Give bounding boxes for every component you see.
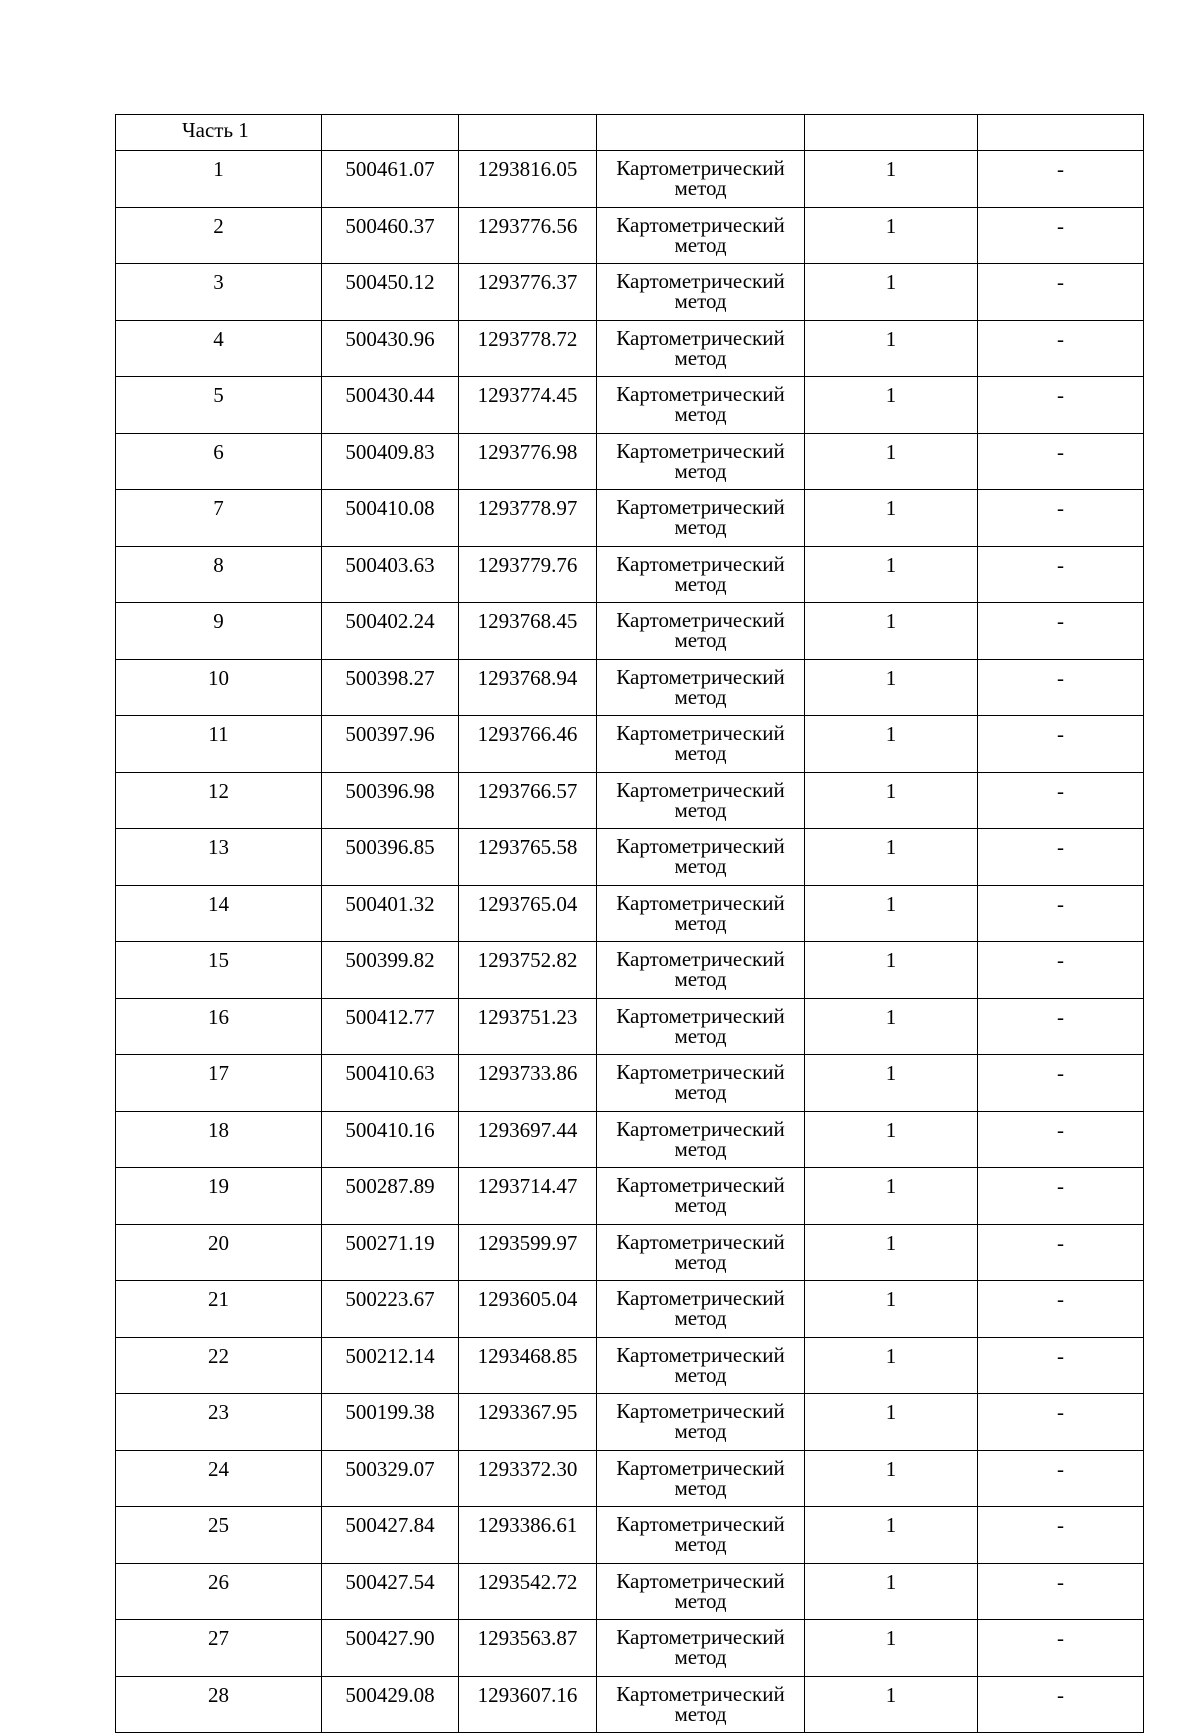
table-row — [116, 1337, 1144, 1394]
method-cell — [597, 772, 805, 829]
coord-y: 1293372.30 — [459, 1450, 597, 1507]
method-text-line2: метод — [674, 458, 727, 483]
table-row — [116, 490, 1144, 547]
note-value: - — [978, 1111, 1144, 1168]
method-text-line2: метод — [674, 1475, 727, 1500]
coord-y: 1293697.44 — [459, 1111, 597, 1168]
method-cell — [597, 659, 805, 716]
point-number: 19 — [116, 1168, 322, 1225]
method-text-line2: метод — [674, 910, 727, 935]
header-empty-cell — [978, 115, 1144, 151]
table-row — [116, 320, 1144, 377]
note-value: - — [978, 490, 1144, 547]
coord-y: 1293563.87 — [459, 1620, 597, 1677]
coord-x: 500402.24 — [322, 603, 459, 660]
point-number: 13 — [116, 829, 322, 886]
coord-x: 500430.96 — [322, 320, 459, 377]
note-value: - — [978, 1450, 1144, 1507]
coord-x: 500401.32 — [322, 885, 459, 942]
table-row — [116, 1111, 1144, 1168]
note-value: - — [978, 1168, 1144, 1225]
method-text-line1: Картометрический — [616, 1512, 785, 1536]
accuracy-value: 1 — [805, 772, 978, 829]
method-text-line1: Картометрический — [616, 212, 785, 237]
method-cell — [597, 1111, 805, 1168]
point-number: 5 — [116, 377, 322, 434]
point-number: 10 — [116, 659, 322, 716]
coord-y: 1293768.45 — [459, 603, 597, 660]
note-value: - — [978, 546, 1144, 603]
accuracy-value: 1 — [805, 659, 978, 716]
coord-y: 1293367.95 — [459, 1394, 597, 1451]
coord-y: 1293599.97 — [459, 1224, 597, 1281]
method-text-line1: Картометрический — [616, 1625, 785, 1649]
method-text-line1: Картометрический — [616, 269, 785, 293]
coord-x: 500398.27 — [322, 659, 459, 716]
note-value: - — [978, 1676, 1144, 1733]
method-cell — [597, 716, 805, 773]
coord-y: 1293779.76 — [459, 546, 597, 603]
method-text-line2: метод — [674, 1419, 727, 1443]
method-text-line2: метод — [674, 1249, 727, 1274]
method-text-line1: Картометрический — [616, 1173, 785, 1197]
method-text-line1: Картометрический — [616, 608, 785, 632]
note-value: - — [978, 1507, 1144, 1564]
accuracy-value: 1 — [805, 1168, 978, 1225]
accuracy-value: 1 — [805, 829, 978, 886]
coord-x: 500410.08 — [322, 490, 459, 547]
coord-x: 500271.19 — [322, 1224, 459, 1281]
coord-y: 1293605.04 — [459, 1281, 597, 1338]
coord-x: 500410.63 — [322, 1055, 459, 1112]
coord-y: 1293766.57 — [459, 772, 597, 829]
table-row — [116, 377, 1144, 434]
method-text-line1: Картометрический — [616, 1342, 785, 1367]
coord-x: 500396.98 — [322, 772, 459, 829]
method-text-line1: Картометрический — [616, 438, 785, 463]
method-cell — [597, 377, 805, 434]
method-text-line2: метод — [674, 1193, 727, 1217]
note-value: - — [978, 1620, 1144, 1677]
method-text-line1: Картометрический — [616, 1229, 785, 1254]
table-row — [116, 1224, 1144, 1281]
accuracy-value: 1 — [805, 1450, 978, 1507]
coord-x: 500396.85 — [322, 829, 459, 886]
method-text-line2: метод — [674, 1532, 727, 1556]
note-value: - — [978, 377, 1144, 434]
coord-x: 500223.67 — [322, 1281, 459, 1338]
method-cell — [597, 1394, 805, 1451]
method-cell — [597, 942, 805, 999]
method-text-line2: метод — [674, 1306, 727, 1330]
method-cell — [597, 207, 805, 264]
method-text-line2: метод — [674, 515, 727, 539]
method-cell — [597, 885, 805, 942]
method-text-line1: Картометрический — [616, 1399, 785, 1423]
method-text-line1: Картометрический — [616, 1116, 785, 1141]
point-number: 2 — [116, 207, 322, 264]
method-text-line2: метод — [674, 1080, 727, 1104]
accuracy-value: 1 — [805, 885, 978, 942]
table-row — [116, 1620, 1144, 1677]
point-number: 12 — [116, 772, 322, 829]
coord-x: 500409.83 — [322, 433, 459, 490]
point-number: 16 — [116, 998, 322, 1055]
table-row — [116, 772, 1144, 829]
point-number: 11 — [116, 716, 322, 773]
coord-x: 500397.96 — [322, 716, 459, 773]
method-text-line2: метод — [674, 797, 727, 822]
table-body — [116, 115, 1144, 1733]
coord-x: 500461.07 — [322, 151, 459, 208]
method-text-line1: Картометрический — [616, 1003, 785, 1028]
method-text-line1: Картометрический — [616, 156, 785, 180]
method-text-line2: метод — [674, 176, 727, 200]
method-text-line1: Картометрический — [616, 664, 785, 689]
method-cell — [597, 1620, 805, 1677]
point-number: 1 — [116, 151, 322, 208]
note-value: - — [978, 885, 1144, 942]
table-row — [116, 433, 1144, 490]
method-text-line1: Картометрический — [616, 1060, 785, 1084]
coord-x: 500450.12 — [322, 264, 459, 321]
accuracy-value: 1 — [805, 716, 978, 773]
note-value: - — [978, 1563, 1144, 1620]
method-text-line1: Картометрический — [616, 721, 785, 745]
coord-y: 1293766.46 — [459, 716, 597, 773]
method-cell — [597, 151, 805, 208]
point-number: 8 — [116, 546, 322, 603]
point-number: 25 — [116, 1507, 322, 1564]
coord-x: 500199.38 — [322, 1394, 459, 1451]
coord-y: 1293776.37 — [459, 264, 597, 321]
point-number: 7 — [116, 490, 322, 547]
method-text-line2: метод — [674, 1645, 727, 1669]
table-row — [116, 1168, 1144, 1225]
accuracy-value: 1 — [805, 264, 978, 321]
method-cell — [597, 1055, 805, 1112]
table-row — [116, 1507, 1144, 1564]
accuracy-value: 1 — [805, 1394, 978, 1451]
method-text-line2: метод — [674, 1023, 727, 1048]
coord-y: 1293752.82 — [459, 942, 597, 999]
point-number: 20 — [116, 1224, 322, 1281]
table-row — [116, 1394, 1144, 1451]
method-text-line1: Картометрический — [616, 1455, 785, 1480]
point-number: 22 — [116, 1337, 322, 1394]
part-label: Часть 1 — [116, 115, 322, 151]
point-number: 28 — [116, 1676, 322, 1733]
method-text-line1: Картометрический — [616, 1286, 785, 1310]
point-number: 3 — [116, 264, 322, 321]
coord-y: 1293778.72 — [459, 320, 597, 377]
point-number: 4 — [116, 320, 322, 377]
coord-x: 500427.54 — [322, 1563, 459, 1620]
method-text-line2: метод — [674, 402, 727, 426]
point-number: 26 — [116, 1563, 322, 1620]
table-row — [116, 1281, 1144, 1338]
header-empty-cell — [459, 115, 597, 151]
note-value: - — [978, 829, 1144, 886]
note-value: - — [978, 659, 1144, 716]
coord-x: 500429.08 — [322, 1676, 459, 1733]
point-number: 18 — [116, 1111, 322, 1168]
table-row — [116, 659, 1144, 716]
coord-x: 500427.84 — [322, 1507, 459, 1564]
table-row — [116, 207, 1144, 264]
method-text-line2: метод — [674, 571, 727, 596]
note-value: - — [978, 716, 1144, 773]
method-text-line2: метод — [674, 345, 727, 370]
method-text-line2: метод — [674, 967, 727, 991]
method-text-line2: метод — [674, 1136, 727, 1161]
method-text-line1: Картометрический — [616, 1568, 785, 1593]
method-cell — [597, 829, 805, 886]
method-cell — [597, 490, 805, 547]
table-row — [116, 885, 1144, 942]
accuracy-value: 1 — [805, 433, 978, 490]
accuracy-value: 1 — [805, 1563, 978, 1620]
method-text-line2: метод — [674, 1701, 727, 1726]
table-row — [116, 264, 1144, 321]
note-value: - — [978, 998, 1144, 1055]
method-cell — [597, 546, 805, 603]
coord-y: 1293542.72 — [459, 1563, 597, 1620]
point-number: 15 — [116, 942, 322, 999]
coord-x: 500412.77 — [322, 998, 459, 1055]
header-empty-cell — [805, 115, 978, 151]
coord-y: 1293768.94 — [459, 659, 597, 716]
coord-y: 1293765.04 — [459, 885, 597, 942]
table-row — [116, 1055, 1144, 1112]
coord-y: 1293733.86 — [459, 1055, 597, 1112]
method-cell — [597, 1337, 805, 1394]
accuracy-value: 1 — [805, 151, 978, 208]
note-value: - — [978, 1394, 1144, 1451]
accuracy-value: 1 — [805, 1111, 978, 1168]
method-text-line2: метод — [674, 628, 727, 652]
method-cell — [597, 433, 805, 490]
accuracy-value: 1 — [805, 546, 978, 603]
method-cell — [597, 1450, 805, 1507]
accuracy-value: 1 — [805, 942, 978, 999]
method-cell — [597, 264, 805, 321]
table-row — [116, 1450, 1144, 1507]
accuracy-value: 1 — [805, 1620, 978, 1677]
accuracy-value: 1 — [805, 1676, 978, 1733]
method-text-line1: Картометрический — [616, 382, 785, 406]
method-text-line2: метод — [674, 289, 727, 313]
method-text-line2: метод — [674, 684, 727, 709]
accuracy-value: 1 — [805, 207, 978, 264]
note-value: - — [978, 151, 1144, 208]
note-value: - — [978, 320, 1144, 377]
coord-x: 500403.63 — [322, 546, 459, 603]
method-text-line2: метод — [674, 854, 727, 878]
coord-y: 1293778.97 — [459, 490, 597, 547]
point-number: 14 — [116, 885, 322, 942]
coord-x: 500329.07 — [322, 1450, 459, 1507]
point-number: 6 — [116, 433, 322, 490]
table-row — [116, 829, 1144, 886]
coord-y: 1293607.16 — [459, 1676, 597, 1733]
method-text-line2: метод — [674, 1588, 727, 1613]
coord-y: 1293776.98 — [459, 433, 597, 490]
accuracy-value: 1 — [805, 1281, 978, 1338]
coord-y: 1293468.85 — [459, 1337, 597, 1394]
coord-y: 1293774.45 — [459, 377, 597, 434]
part-header-row — [116, 115, 1144, 151]
coord-x: 500212.14 — [322, 1337, 459, 1394]
method-text-line1: Картометрический — [616, 834, 785, 858]
table-row — [116, 546, 1144, 603]
point-number: 27 — [116, 1620, 322, 1677]
accuracy-value: 1 — [805, 1337, 978, 1394]
table-row — [116, 603, 1144, 660]
point-number: 23 — [116, 1394, 322, 1451]
table-row — [116, 1676, 1144, 1733]
note-value: - — [978, 207, 1144, 264]
note-value: - — [978, 1055, 1144, 1112]
method-cell — [597, 1563, 805, 1620]
method-text-line2: метод — [674, 232, 727, 257]
method-text-line1: Картометрический — [616, 495, 785, 519]
coord-y: 1293714.47 — [459, 1168, 597, 1225]
method-text-line1: Картометрический — [616, 947, 785, 971]
method-cell — [597, 320, 805, 377]
point-number: 21 — [116, 1281, 322, 1338]
coord-x: 500410.16 — [322, 1111, 459, 1168]
header-empty-cell — [322, 115, 459, 151]
accuracy-value: 1 — [805, 320, 978, 377]
note-value: - — [978, 264, 1144, 321]
method-text-line1: Картометрический — [616, 777, 785, 802]
header-empty-cell — [597, 115, 805, 151]
method-cell — [597, 1507, 805, 1564]
point-number: 24 — [116, 1450, 322, 1507]
accuracy-value: 1 — [805, 1055, 978, 1112]
method-cell — [597, 603, 805, 660]
accuracy-value: 1 — [805, 998, 978, 1055]
point-number: 17 — [116, 1055, 322, 1112]
method-cell — [597, 1168, 805, 1225]
method-cell — [597, 1224, 805, 1281]
note-value: - — [978, 1337, 1144, 1394]
coord-x: 500427.90 — [322, 1620, 459, 1677]
method-text-line1: Картометрический — [616, 890, 785, 915]
coord-y: 1293386.61 — [459, 1507, 597, 1564]
table-row — [116, 998, 1144, 1055]
coord-y: 1293765.58 — [459, 829, 597, 886]
coord-x: 500399.82 — [322, 942, 459, 999]
table-row — [116, 942, 1144, 999]
accuracy-value: 1 — [805, 603, 978, 660]
coordinates-table — [115, 114, 1144, 1733]
coord-y: 1293751.23 — [459, 998, 597, 1055]
note-value: - — [978, 603, 1144, 660]
method-text-line1: Картометрический — [616, 325, 785, 350]
coord-x: 500460.37 — [322, 207, 459, 264]
method-cell — [597, 1281, 805, 1338]
table-row — [116, 151, 1144, 208]
point-number: 9 — [116, 603, 322, 660]
method-text-line1: Картометрический — [616, 1681, 785, 1706]
note-value: - — [978, 1281, 1144, 1338]
coord-y: 1293816.05 — [459, 151, 597, 208]
note-value: - — [978, 942, 1144, 999]
accuracy-value: 1 — [805, 1507, 978, 1564]
note-value: - — [978, 433, 1144, 490]
coord-y: 1293776.56 — [459, 207, 597, 264]
method-cell — [597, 1676, 805, 1733]
method-text-line2: метод — [674, 1362, 727, 1387]
note-value: - — [978, 772, 1144, 829]
coord-x: 500430.44 — [322, 377, 459, 434]
method-cell — [597, 998, 805, 1055]
table-row — [116, 716, 1144, 773]
accuracy-value: 1 — [805, 1224, 978, 1281]
method-text-line2: метод — [674, 741, 727, 765]
accuracy-value: 1 — [805, 377, 978, 434]
note-value: - — [978, 1224, 1144, 1281]
accuracy-value: 1 — [805, 490, 978, 547]
method-text-line1: Картометрический — [616, 551, 785, 576]
coord-x: 500287.89 — [322, 1168, 459, 1225]
table-row — [116, 1563, 1144, 1620]
